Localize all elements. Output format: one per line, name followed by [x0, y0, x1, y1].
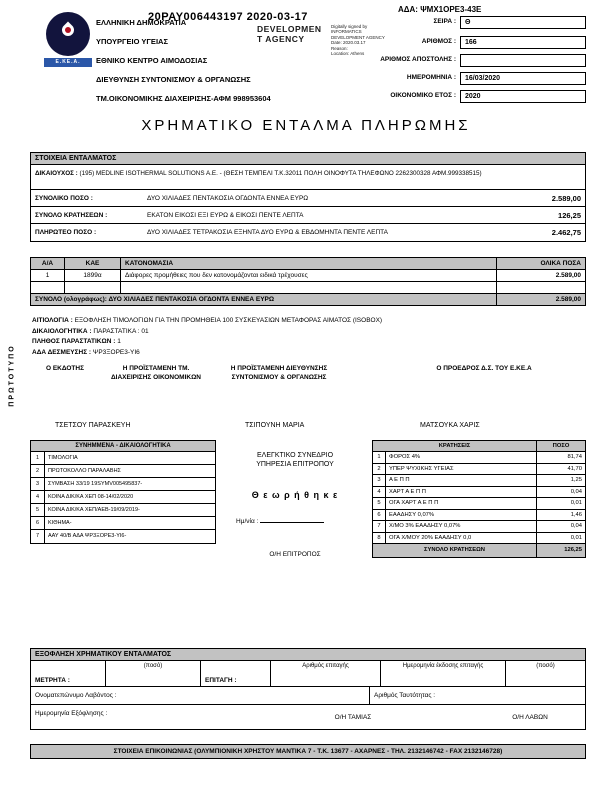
date-label: ΗΜΕΡΟΜΗΝΙΑ :	[406, 74, 456, 81]
deduction-row	[373, 464, 585, 476]
col-header-description: ΚΑΤΟΝΟΜΑΣΙΑ	[121, 258, 497, 269]
attachment-label: ΠΡΩΤΟΚΟΛΛΟ ΠΑΡΑΛΑΒΗΣ	[48, 468, 121, 474]
audit-court-block	[222, 452, 368, 558]
receiver-signature-label: Ο/Η ΛΑΒΩΝ	[512, 714, 548, 721]
deductions-total-row	[373, 544, 585, 557]
deduction-row	[373, 510, 585, 522]
commitment-ada-line	[32, 349, 382, 356]
adam-stamp-text: 20PAY006443197 2020-03-17	[148, 11, 308, 23]
agency-stamp-line: T AGENCY	[257, 33, 305, 44]
beneficiary-row	[31, 165, 585, 190]
deduction-number: 4	[373, 487, 386, 498]
attachment-label: ΤΙΜΟΛΟΓΙΑ	[48, 455, 78, 461]
signature-detail-line: Digitally signed by	[331, 24, 368, 29]
attachment-number: 5	[31, 504, 45, 516]
issuer-line-directorate: ΔΙΕΥΘΥΝΣΗ ΣΥΝΤΟΝΙΣΜΟΥ & ΟΡΓΑΝΩΣΗΣ	[96, 75, 251, 84]
attachments-header: ΣΥΝΗΜΜΕΝΑ - ΔΙΚΑΙΟΛΟΓΗΤΙΚΑ	[31, 441, 215, 452]
agency-stamp-line: DEVELOPMEN	[257, 24, 322, 34]
deductions-total-value: 126,25	[558, 210, 581, 220]
attachment-number: 2	[31, 465, 45, 477]
settlement-payment-row	[31, 661, 585, 687]
warrant-section-header: ΣΤΟΙΧΕΙΑ ΕΝΤΑΛΜΑΤΟΣ	[31, 153, 585, 165]
deduction-amount: 0,04	[570, 523, 582, 529]
settlement-header: ΕΞΟΦΛΗΣΗ ΧΡΗΜΑΤΙΚΟΥ ΕΝΤΑΛΜΑΤΟΣ	[31, 649, 585, 661]
signatory-title-line: Η ΠΡΟΪΣΤΑΜΕΝΗ ΤΜ.	[122, 365, 190, 372]
payable-amount-row	[31, 224, 585, 241]
settlement-signatures-row	[31, 705, 585, 729]
supporting-docs-value: ΠΑΡΑΣΤΑΤΙΚΑ : 01	[93, 327, 149, 335]
deduction-number: 1	[373, 452, 386, 463]
deductions-table	[372, 440, 586, 558]
supporting-docs-line	[32, 328, 382, 335]
attachment-label: ΣΥΜΒΑΣΗ 33/19 19SYMV005495837-	[48, 481, 143, 487]
id-number-label: Αριθμός Ταυτότητας :	[369, 687, 585, 704]
deduction-label: ΦΟΡΟΣ 4%	[386, 452, 537, 463]
kae-total-amount: 2.589,00	[555, 296, 581, 303]
attachment-label: ΚΟΙΝΑ ΔΙΚ/ΚΑ ΧΕΠ 08-14/02/2020	[48, 494, 134, 500]
attachment-row	[31, 465, 215, 478]
deduction-row	[373, 475, 585, 487]
field-row-date	[330, 72, 586, 85]
commissioner-signature-label: Ο/Η ΕΠΙΤΡΟΠΟΣ	[269, 551, 321, 558]
attachment-row	[31, 530, 215, 543]
deduction-number: 3	[373, 475, 386, 486]
field-row-series	[330, 16, 586, 29]
kae-row-aa: 1	[31, 270, 65, 281]
fiscal-year-label: ΟΙΚΟΝΟΜΙΚΟ ΕΤΟΣ :	[390, 92, 456, 99]
signature-agency-stamp	[257, 25, 322, 44]
attachment-row	[31, 491, 215, 504]
kae-row-description: Διάφορες προμήθειες που δεν κατονομάζονται ειδικά τρέχουσες	[121, 270, 497, 281]
document-title: ΧΡΗΜΑΤΙΚΟ ΕΝΤΑΛΜΑ ΠΛΗΡΩΜΗΣ	[141, 117, 471, 134]
deduction-row	[373, 452, 585, 464]
court-date-blank-line	[260, 516, 324, 523]
issuer-line-republic: ΕΛΛΗΝΙΚΗ ΔΗΜΟΚΡΑΤΙΑ	[96, 18, 187, 27]
attachment-number: 1	[31, 452, 45, 464]
col-header-kae: ΚΑΕ	[65, 258, 121, 269]
signatory-name: ΤΣΙΠΟΥΝΗ ΜΑΡΙΑ	[245, 422, 305, 429]
deduction-label: ΧΑΡΤ Α Ε Π Π	[386, 487, 537, 498]
deduction-label: Χ/ΜΟ 3% ΕΑΑΔΗΣΥ 0,07%	[386, 521, 537, 532]
audit-court-title: ΕΛΕΓΚΤΙΚΟ ΣΥΝΕΔΡΙΟ	[256, 452, 334, 459]
signature-detail-line: Reason:	[331, 45, 348, 51]
deduction-label: ΟΓΑ ΧΑΡΤ Α Ε Π Π	[386, 498, 537, 509]
kae-total-words: ΣΥΝΟΛΟ (ολογράφως): ΔΥΟ ΧΙΛΙΑΔΕΣ ΠΕΝΤΑΚΟΣΙΑ ΟΓΔΟΝΤΑ ΕΝΝΕΑ ΕΥΡΩ	[31, 294, 497, 305]
payable-amount-value: 2.462,75	[551, 228, 581, 237]
docs-count-value: 1	[117, 338, 121, 345]
approved-stamp-text: Θ ε ω ρ ή θ η κ ε	[251, 490, 339, 500]
beneficiary-value: (195) MEDLINE ISOTHERMAL SOLUTIONS A.E. - (ΘΕΣΗ ΤΕΜΠΕΛΙ Τ.Κ.32011 ΠΟΛΗ ΟΙΝΟΦΥΤΑ ΤΗΛΕΦΩΝΟ 2262300328 ΑΦΜ.999338515)	[79, 170, 482, 177]
deductions-header	[373, 441, 585, 452]
attachment-row	[31, 517, 215, 530]
fiscal-year-value-box: 2020	[460, 90, 586, 103]
signature-detail-line: Date: 2020.03.17	[331, 40, 366, 46]
empty-cell	[31, 282, 65, 293]
dispatch-number-label: ΑΡΙΘΜΟΣ ΑΠΟΣΤΟΛΗΣ :	[380, 56, 456, 63]
deductions-amount-header: ΠΟΣΟ	[552, 443, 570, 449]
deductions-total-label: ΣΥΝΟΛΟ ΚΡΑΤΗΣΕΩΝ	[373, 544, 537, 557]
deductions-total-row	[31, 207, 585, 224]
signatory-president	[408, 364, 560, 373]
commitment-ada-value: ΨΡ3ΞΟΡΕ3-ΥΙ6	[92, 348, 140, 356]
commissioner-service-title: ΥΠΗΡΕΣΙΑ ΕΠΙΤΡΟΠΟΥ	[256, 461, 334, 468]
date-value-box: 16/03/2020	[460, 72, 586, 85]
deduction-amount: 81,74	[567, 454, 582, 460]
cash-label: ΜΕΤΡΗΤΑ :	[31, 661, 106, 686]
field-row-number	[330, 36, 586, 49]
justification-label: ΑΙΤΙΟΛΟΓΙΑ :	[32, 317, 73, 324]
attachment-label: ΚΙΘΗΜΑ-	[48, 520, 72, 526]
attachment-label: ΚΟΙΝΑ ΔΙΚ/ΚΑ ΧΕΠ/ΑΕΒ-19/09/2019-	[48, 507, 140, 513]
issuer-block	[96, 13, 271, 108]
deduction-amount: 0,01	[570, 500, 582, 506]
kae-table-row	[31, 270, 585, 282]
court-date-label: Ημ/νία :	[236, 518, 259, 525]
kae-table-total-row	[31, 294, 585, 305]
issuer-line-department: ΤΜ.ΟΙΚΟΝΟΜΙΚΗΣ ΔΙΑΧΕΙΡΙΣΗΣ-ΑΦΜ 998953604	[96, 94, 271, 103]
cheque-label: ΕΠΙΤΑΓΗ :	[201, 661, 271, 686]
copy-type-label: ΠΡΩΤΟΤΥΠΟ	[8, 344, 16, 407]
issuer-line-center: ΕΘΝΙΚΟ ΚΕΝΤΡΟ ΑΙΜΟΔΟΣΙΑΣ	[96, 56, 208, 65]
contact-info-footer: ΣΤΟΙΧΕΙΑ ΕΠΙΚΟΙΝΩΝΙΑΣ (ΟΛΥΜΠΙΟΝΙΚΗ ΧΡΗΣΤΟΥ ΜΑΝΤΙΚΑ 7 - Τ.Κ. 13677 - ΑΧΑΡΝΕΣ - ΤΗΛ. 2132146742 - FAX 2132146728)	[30, 744, 586, 759]
justification-line	[32, 317, 382, 324]
signatory-title-line: Ο ΠΡΟΕΔΡΟΣ Δ.Σ. ΤΟΥ Ε.ΚΕ.Α	[436, 365, 532, 372]
series-label: ΣΕΙΡΑ :	[433, 18, 456, 25]
deductions-total-words: ΕΚΑΤΟΝ ΕΙΚΟΣΙ ΕΞΙ ΕΥΡΩ & ΕΙΚΟΣΙ ΠΕΝΤΕ ΛΕΠΤΑ	[147, 211, 304, 219]
beneficiary-label: ΔΙΚΑΙΟΥΧΟΣ :	[35, 170, 78, 177]
deduction-number: 7	[373, 521, 386, 532]
cheque-number-label: Αριθμός επιταγής	[271, 661, 381, 686]
signatory-title-line: ΣΥΝΤΟΝΙΣΜΟΥ & ΟΡΓΑΝΩΣΗΣ	[231, 374, 327, 381]
signatory-title-line: Ο ΕΚΔΟΤΗΣ	[45, 365, 84, 372]
signatory-finance-head	[100, 364, 212, 382]
total-amount-value: 2.589,00	[551, 193, 581, 203]
issuer-line-ministry: ΥΠΟΥΡΓΕΙΟ ΥΓΕΙΑΣ	[96, 37, 168, 46]
recipient-name-label: Ονοματεπώνυμο Λαβόντος :	[35, 692, 117, 699]
cash-amount-hint: (ποσό)	[106, 661, 201, 686]
attachments-table	[30, 440, 216, 544]
number-value-box: 166	[460, 36, 586, 49]
supporting-docs-label: ΔΙΚΑΙΟΛΟΓΗΤΙΚΑ :	[32, 327, 92, 335]
deduction-label: Α Ε Π Π	[386, 475, 537, 486]
kae-row-amount: 2.589,00	[555, 272, 581, 279]
field-row-fiscal-year	[330, 90, 586, 103]
signatory-name: ΜΑΤΣΟΥΚΑ ΧΑΡΙΣ	[420, 422, 480, 429]
deduction-amount: 0,04	[570, 488, 582, 495]
empty-cell	[121, 282, 497, 293]
attachment-row	[31, 452, 215, 465]
signature-detail-line: DEVELOPMENT AGENCY	[331, 34, 385, 40]
total-amount-row	[31, 190, 585, 207]
docs-count-line	[32, 338, 382, 345]
col-header-aa: Α/Α	[31, 258, 65, 269]
total-amount-words: ΔΥΟ ΧΙΛΙΑΔΕΣ ΠΕΝΤΑΚΟΣΙΑ ΟΓΔΟΝΤΑ ΕΝΝΕΑ ΕΥΡΩ	[147, 194, 309, 202]
kae-table	[30, 257, 586, 306]
docs-count-label: ΠΛΗΘΟΣ ΠΑΡΑΣΤΑΤΙΚΩΝ :	[32, 338, 116, 345]
settlement-recipient-row	[31, 687, 585, 705]
ada-number: ΑΔΑ: ΨΜΧ1ΟΡΕ3-43Ε	[398, 5, 482, 14]
signature-detail-line: INFORMATICS	[331, 29, 362, 35]
attachment-number: 6	[31, 517, 45, 529]
deduction-number: 5	[373, 498, 386, 509]
cheque-amount-hint: (ποσό)	[536, 663, 555, 669]
deduction-number: 6	[373, 510, 386, 521]
blood-drop-icon	[60, 22, 77, 39]
total-amount-label: ΣΥΝΟΛΙΚΟ ΠΟΣΟ :	[35, 194, 93, 202]
payable-amount-words: ΔΥΟ ΧΙΛΙΑΔΕΣ ΤΕΤΡΑΚΟΣΙΑ ΕΞΗΝΤΑ ΔΥΟ ΕΥΡΩ & ΕΒΔΟΜΗΝΤΑ ΠΕΝΤΕ ΛΕΠΤΑ	[147, 229, 389, 236]
warrant-details-section	[30, 152, 586, 242]
kae-table-empty-row	[31, 282, 585, 294]
empty-cell	[65, 282, 121, 293]
deduction-label: ΕΑΑΔΗΣΥ 0,07%	[386, 510, 537, 521]
commitment-ada-label: ΑΔΑ ΔΕΣΜΕΥΣΗΣ :	[32, 348, 92, 356]
justification-value: ΕΞΟΦΛΗΣΗ ΤΙΜΟΛΟΓΙΩΝ ΓΙΑ ΤΗΝ ΠΡΟΜΗΘΕΙΑ 100 ΣΥΣΚΕΥΑΣΙΩΝ ΜΕΤΑΦΟΡΑΣ ΑΙΜΑΤΟΣ (ISOBOX)	[74, 317, 383, 324]
deduction-amount: 41,70	[567, 465, 582, 472]
attachment-label: ΑΑΥ 40/Β ΑΔΑ ΨΡ3ΞΟΡΕ3-ΥΙ6-	[48, 533, 127, 539]
deduction-amount: 0,01	[570, 534, 582, 541]
signatory-name: ΤΣΕΤΣΟΥ ΠΑΡΑΣΚΕΥΗ	[55, 422, 131, 429]
cashier-signature-label: Ο/Η ΤΑΜΙΑΣ	[334, 714, 372, 721]
ekea-logo-caption: Ε.ΚΕ.Α.	[44, 58, 92, 67]
cheque-date-label: Ημερομηνία έκδοσης επιταγής	[381, 661, 506, 686]
attachment-number: 7	[31, 530, 45, 543]
deduction-row	[373, 533, 585, 545]
deductions-total-label: ΣΥΝΟΛΟ ΚΡΑΤΗΣΕΩΝ :	[35, 211, 108, 219]
attachment-row	[31, 504, 215, 517]
field-row-dispatch-number	[330, 54, 586, 67]
series-value-box: Θ	[460, 16, 586, 29]
details-block	[32, 317, 382, 359]
ekea-emblem-icon	[46, 12, 90, 56]
attachment-row	[31, 478, 215, 491]
signatory-title-line: Η ΠΡΟΪΣΤΑΜΕΝΗ ΔΙΕΥΘΥΝΣΗΣ	[230, 365, 328, 372]
signatory-issuer	[30, 364, 100, 373]
deductions-total-amount: 126,25	[564, 547, 582, 553]
signature-detail-line: Location: Athens	[331, 51, 365, 57]
deductions-title: ΚΡΑΤΗΣΕΙΣ	[373, 441, 537, 451]
court-date-line	[222, 516, 368, 525]
payable-amount-label: ΠΛΗΡΩΤΕΟ ΠΟΣΟ :	[35, 229, 97, 236]
deduction-row	[373, 487, 585, 499]
col-header-amount: ΟΛΙΚΑ ΠΟΣΑ	[540, 260, 581, 267]
number-label: ΑΡΙΘΜΟΣ :	[421, 38, 456, 45]
deduction-label: ΥΠΕΡ ΨΥΧΙΚΗΣ ΥΓΕΙΑΣ	[386, 464, 537, 475]
deduction-label: ΟΓΑ Χ/ΜΟΥ 20% ΕΑΑΔΗΣΥ 0,0	[386, 533, 537, 544]
payment-date-label: Ημερομηνία Εξόφλησης :	[35, 710, 108, 717]
signatory-directorate-head	[216, 364, 342, 382]
attachment-number: 3	[31, 478, 45, 490]
dispatch-number-value-box	[460, 54, 586, 67]
kae-table-header	[31, 258, 585, 270]
empty-cell	[497, 282, 585, 293]
attachment-number: 4	[31, 491, 45, 503]
deduction-amount: 1,46	[570, 511, 582, 518]
deduction-number: 2	[373, 464, 386, 475]
deduction-amount: 1,25	[570, 477, 582, 483]
deduction-number: 8	[373, 533, 386, 544]
settlement-section	[30, 648, 586, 730]
signatory-title-line: ΔΙΑΧΕΙΡΙΣΗΣ ΟΙΚΟΝΟΜΙΚΩΝ	[111, 374, 201, 381]
deduction-row	[373, 498, 585, 510]
kae-row-code: 1899α	[65, 270, 121, 281]
deduction-row	[373, 521, 585, 533]
